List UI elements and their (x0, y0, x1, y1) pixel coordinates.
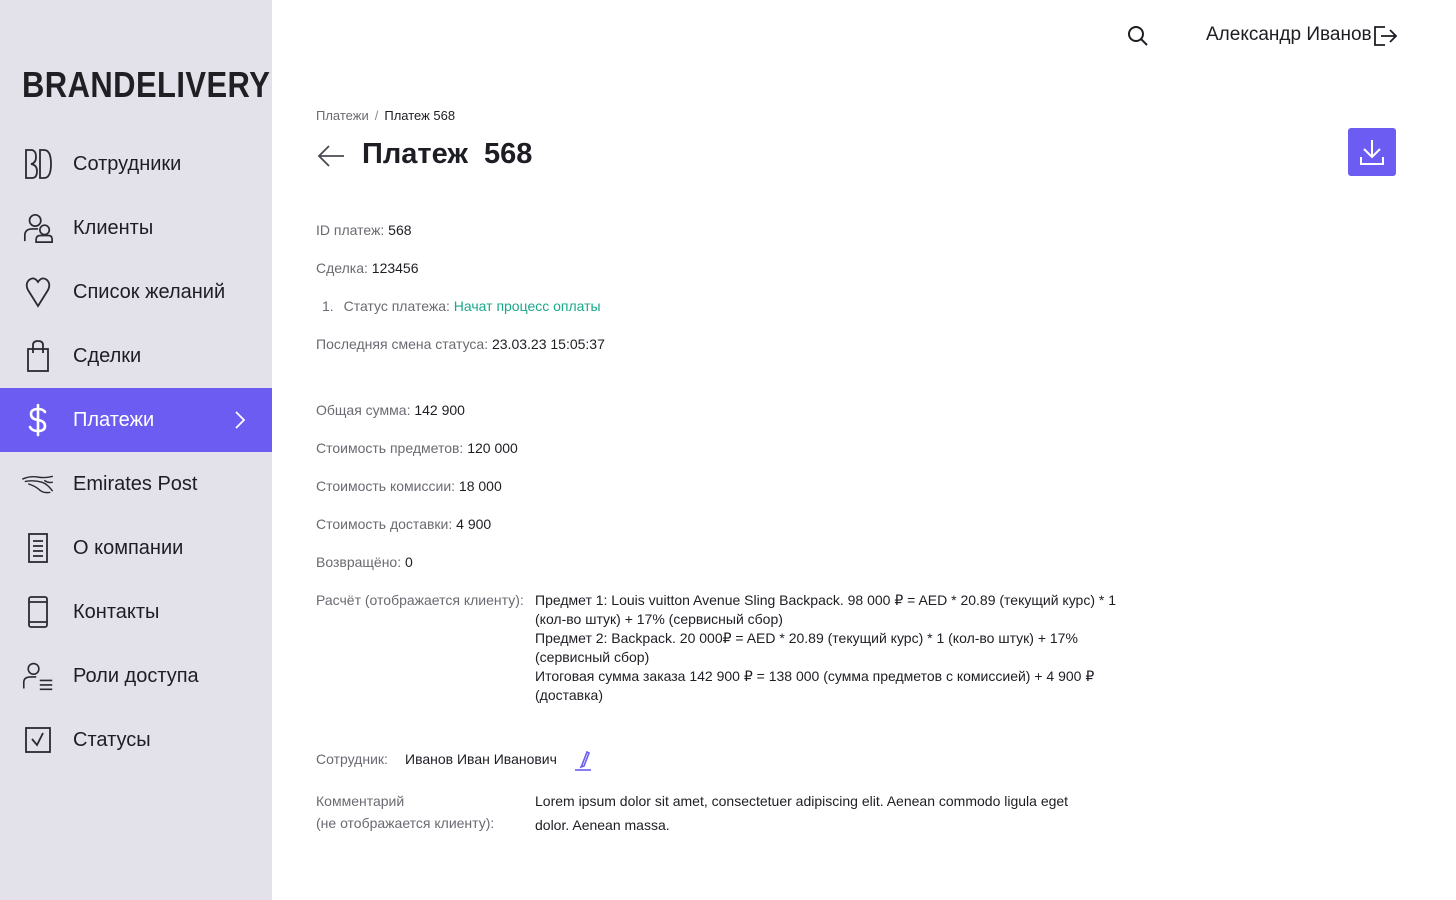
sidebar-item-employees[interactable] (0, 132, 272, 196)
falcon-icon (22, 468, 54, 500)
status-label: Статус платежа: (343, 298, 450, 314)
employee-label: Сотрудник: (316, 751, 388, 767)
delivery-row (316, 516, 491, 532)
refunded-label: Возвращёно: (316, 554, 402, 570)
sidebar-nav (0, 132, 272, 772)
commission-label: Стоимость комиссии: (316, 478, 456, 494)
delivery-value: 4 900 (456, 516, 492, 532)
commission-value: 18 000 (458, 478, 502, 494)
sidebar (0, 0, 272, 900)
deal-label: Сделка: (316, 260, 368, 276)
heart-icon (22, 276, 54, 308)
status-number: 1. (322, 298, 334, 314)
checkbox-icon (22, 724, 54, 756)
bd-logo-icon (22, 148, 54, 180)
calculation-label: Расчёт (отображается клиенту): (316, 592, 524, 608)
last-change-value: 23.03.23 15:05:37 (491, 336, 605, 352)
sidebar-item-label: Список желаний (73, 280, 226, 303)
status-value: Начат процесс оплаты (453, 298, 601, 314)
logout-button[interactable] (1372, 24, 1398, 48)
calculation-line: Итоговая сумма заказа 142 900 ₽ = 138 000 (сумма предметов с комиссией) + 4 900 ₽ (доставка) (535, 668, 1095, 703)
comment-label-line: Комментарий (316, 793, 405, 809)
status-row (322, 298, 601, 314)
phone-icon (22, 596, 54, 628)
calculation-line: Предмет 1: Louis vuitton Avenue Sling Backpack. 98 000 ₽ = AED * 20.89 (текущий курс) * 1 (кол-во штук) + 17% (сервисный сбор) (535, 592, 1117, 627)
items-cost-row (316, 440, 518, 456)
sidebar-item-deals[interactable] (0, 324, 272, 388)
breadcrumb-link-payments[interactable]: Платежи (316, 108, 369, 123)
sidebar-item-label: Emirates Post (73, 472, 198, 495)
sidebar-item-emirates-post[interactable] (0, 452, 272, 516)
delivery-label: Стоимость доставки: (316, 516, 453, 532)
sidebar-item-access-roles[interactable] (0, 644, 272, 708)
search-button[interactable] (1126, 24, 1150, 48)
calculation-text (535, 591, 1135, 705)
payment-id-row (316, 222, 412, 238)
arrow-left-icon (316, 142, 346, 170)
deal-value[interactable]: 123456 (371, 260, 419, 276)
total-row (316, 402, 465, 418)
last-change-row (316, 336, 605, 352)
document-icon (22, 532, 54, 564)
breadcrumb-current: Платеж 568 (384, 108, 456, 123)
sidebar-item-contacts[interactable] (0, 580, 272, 644)
download-button[interactable] (1348, 128, 1396, 176)
employee-value: Иванов Иван Иванович (405, 751, 557, 767)
sidebar-item-label: Сотрудники (73, 152, 182, 175)
sidebar-item-label: Сделки (73, 344, 142, 367)
shopping-bag-icon (22, 340, 54, 372)
comment-label (316, 790, 494, 834)
refunded-row (316, 554, 413, 570)
sidebar-item-payments[interactable] (0, 388, 272, 452)
page-title: Платеж 568 (362, 138, 533, 170)
brand-logo[interactable]: BRANDELIVERY (22, 64, 271, 105)
sidebar-item-label: Клиенты (73, 216, 154, 239)
edit-employee-button[interactable] (574, 749, 592, 771)
breadcrumb-separator: / (374, 108, 379, 123)
items-cost-label: Стоимость предметов: (316, 440, 464, 456)
back-button[interactable] (316, 142, 346, 170)
sidebar-item-label: Платежи (73, 408, 155, 431)
sidebar-item-statuses[interactable] (0, 708, 272, 772)
chevron-right-icon (230, 410, 250, 430)
commission-row (316, 478, 502, 494)
user-roles-icon (22, 660, 54, 692)
users-icon (22, 212, 54, 244)
breadcrumb (316, 108, 455, 123)
sidebar-item-label: О компании (73, 536, 184, 559)
total-label: Общая сумма: (316, 402, 411, 418)
search-icon (1126, 24, 1150, 48)
sidebar-item-label: Контакты (73, 600, 160, 623)
total-value: 142 900 (414, 402, 465, 418)
sidebar-item-clients[interactable] (0, 196, 272, 260)
last-change-label: Последняя смена статуса: (316, 336, 489, 352)
download-icon (1359, 138, 1385, 166)
payment-id-value: 568 (388, 222, 412, 238)
refunded-value: 0 (405, 554, 413, 570)
pencil-icon (574, 749, 592, 771)
deal-row (316, 260, 419, 276)
comment-text: Lorem ipsum dolor sit amet, consectetuer adipiscing elit. Aenean commodo ligula eget dolor. Aenean massa. (535, 793, 1069, 833)
sidebar-item-about[interactable] (0, 516, 272, 580)
logout-icon (1372, 24, 1398, 48)
sidebar-item-wishlist[interactable] (0, 260, 272, 324)
payment-id-label: ID платеж: (316, 222, 385, 238)
dollar-icon (22, 404, 54, 436)
items-cost-value: 120 000 (467, 440, 518, 456)
sidebar-item-label: Роли доступа (73, 664, 199, 687)
user-name[interactable]: Александр Иванов (1206, 24, 1372, 45)
comment-label-line: (не отображается клиенту): (316, 815, 495, 831)
calculation-line: Предмет 2: Backpack. 20 000₽ = AED * 20.89 (текущий курс) * 1 (кол-во штук) + 17% (сервисный сбор) (535, 630, 1078, 665)
sidebar-item-label: Статусы (73, 728, 151, 751)
